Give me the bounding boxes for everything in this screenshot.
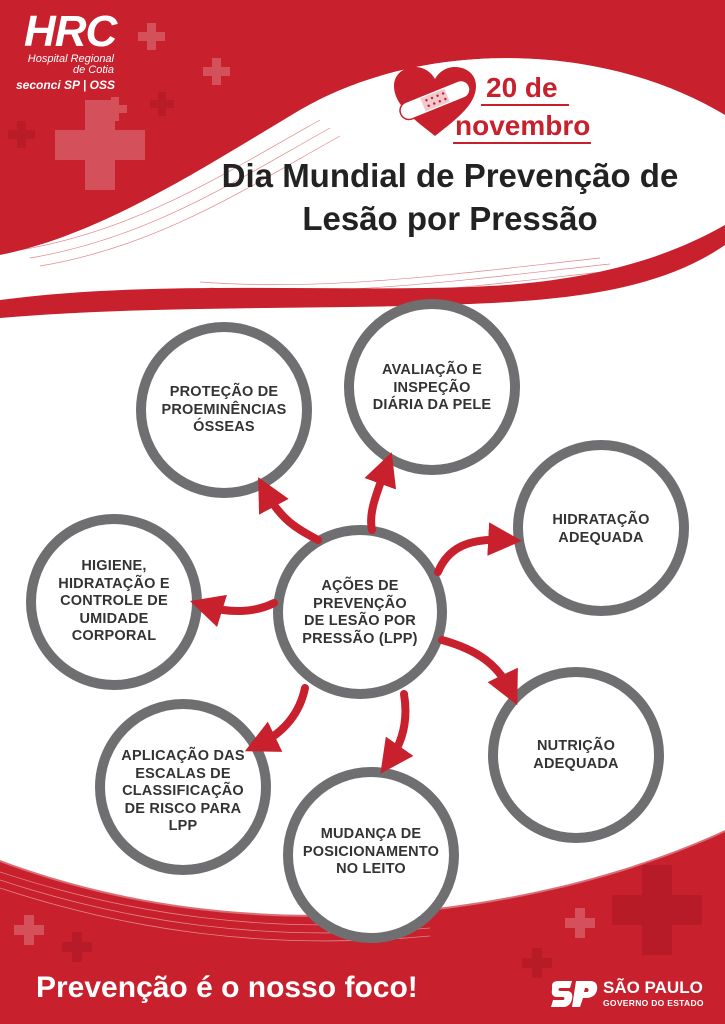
government-brand: SÃO PAULO [603, 978, 703, 997]
government-subtitle: GOVERNO DO ESTADO [603, 998, 704, 1008]
arrow-to-hidratacao [438, 540, 505, 572]
center-label: AÇÕES DE PREVENÇÃO DE LESÃO POR PRESSÃO (LPP) [302, 578, 418, 647]
hrc-logo: HRC [24, 7, 117, 56]
partner-logo: seconci SP | OSS [16, 78, 115, 92]
logo-subtitle-line2: de Cotia [73, 64, 114, 76]
sp-logo-icon [550, 980, 598, 1008]
page-title-line2: Lesão por Pressão [302, 200, 598, 237]
page-title-line1: Dia Mundial de Prevenção de [221, 157, 679, 194]
action-higiene-label: HIGIENE, HIDRATAÇÃO E CONTROLE DE UMIDADE CORPORAL [58, 558, 170, 644]
arrow-to-higiene [206, 603, 274, 611]
action-mudanca-label: MUDANÇA DE POSICIONAMENTO NO LEITO [302, 826, 440, 877]
event-date-line2: novembro [455, 110, 591, 141]
event-date-line1: 20 de [486, 72, 558, 103]
arrow-to-aplicacao [260, 688, 305, 744]
action-aplicacao-label: APLICAÇÃO DAS ESCALAS DE CLASSIFICAÇÃO DE RISCO PARA LPP [121, 748, 245, 834]
logo-subtitle-line1: Hospital Regional [27, 53, 114, 65]
action-hidratacao-label: HIDRATAÇÃO ADEQUADA [552, 512, 650, 546]
arrow-to-protecao [266, 492, 318, 540]
action-avaliacao-label: AVALIAÇÃO E INSPEÇÃO DIÁRIA DA PELE [372, 362, 492, 413]
action-nutricao-label: NUTRIÇÃO ADEQUADA [533, 738, 619, 772]
footer-slogan: Prevenção é o nosso foco! [36, 971, 418, 1004]
action-protecao-label: PROTEÇÃO DE PROEMINÊNCIAS ÓSSEAS [161, 384, 287, 435]
arrow-to-avaliacao [371, 468, 386, 530]
arrow-to-nutricao [442, 640, 510, 690]
arrow-to-mudanca [390, 694, 405, 760]
